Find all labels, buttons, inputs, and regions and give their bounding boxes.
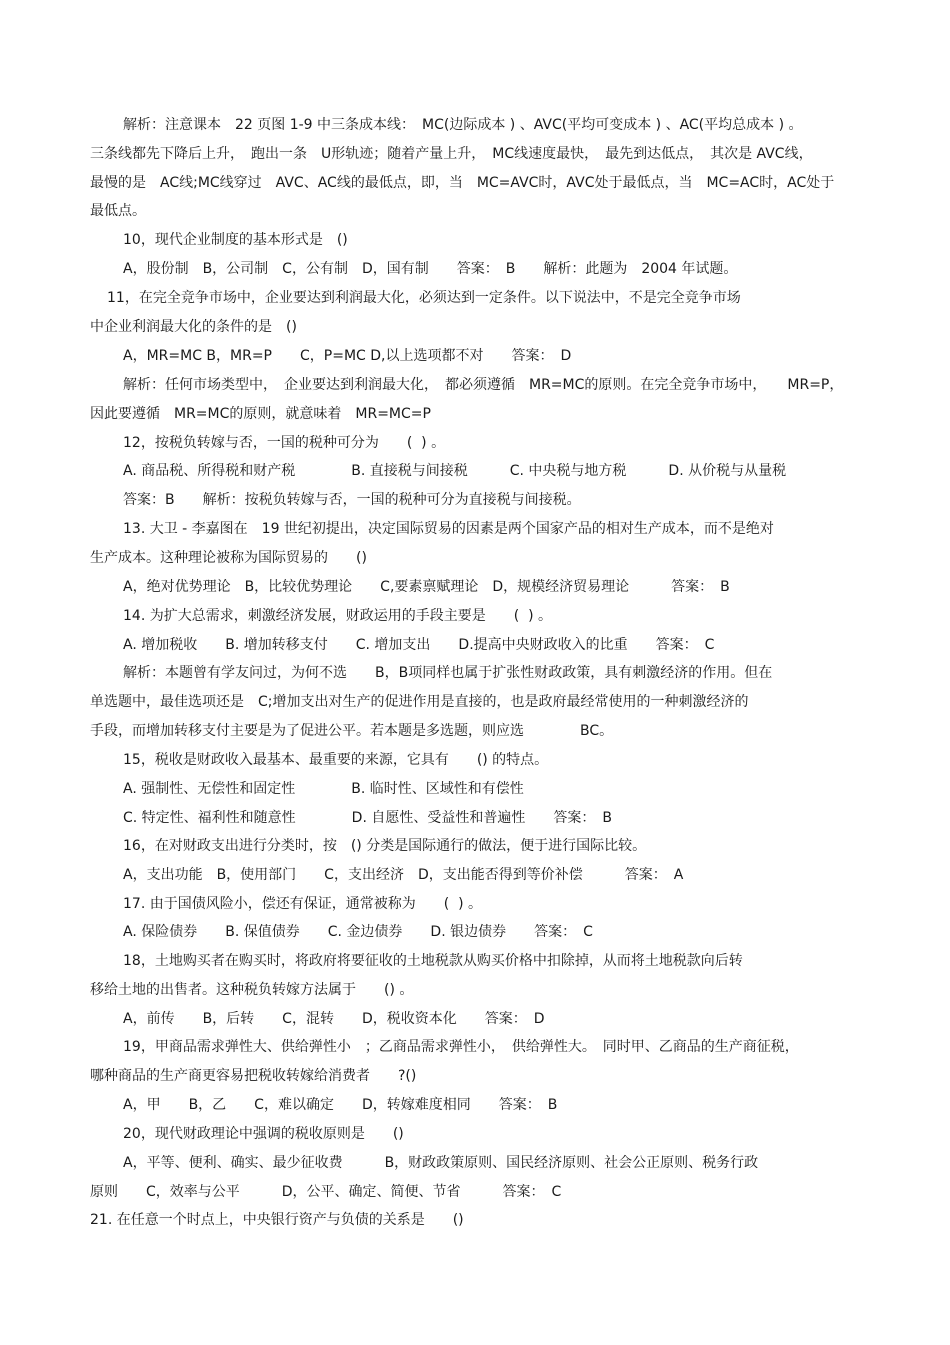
text-line: 原则 C，效率与公平 D，公平、确定、简便、节省 答案： C [90, 1184, 562, 1200]
text-line: A. 强制性、无偿性和固定性 B. 临时性、区域性和有偿性 [123, 781, 524, 797]
text-line: A，前传 B，后转 C，混转 D，税收资本化 答案： D [123, 1011, 545, 1027]
text-line: 因此要遵循 MR=MC的原则，就意味着 MR=MC=P [90, 406, 431, 422]
text-line: 哪种商品的生产商更容易把税收转嫁给消费者 ?() [90, 1068, 417, 1084]
question-10: 10，现代企业制度的基本形式是 () [123, 232, 348, 248]
text-line: 移给土地的出售者。这种税负转嫁方法属于 () 。 [90, 982, 414, 998]
text-line: 解析：注意课本 22 页图 1-9 中三条成本线： MC(边际成本 ) 、AVC(平均可变成本 ) 、AC(平均总成本 ) 。 [123, 117, 803, 133]
text-line: 答案：B 解析：按税负转嫁与否，一国的税种可分为直接税与间接税。 [123, 492, 581, 508]
text-line: 三条线都先下降后上升， 跑出一条 U形轨迹；随着产量上升， MC线速度最快， 最先到达低点， 其次是 AVC线， [90, 146, 813, 162]
text-line: C. 特定性、福利性和随意性 D. 自愿性、受益性和普遍性 答案： B [123, 810, 612, 826]
text-line: 生产成本。这种理论被称为国际贸易的 () [90, 550, 367, 566]
text-line: 中企业利润最大化的条件的是 () [90, 319, 297, 335]
question-18: 18，土地购买者在购买时，将政府将要征收的土地税款从购买价格中扣除掉，从而将土地税款向后转 [123, 953, 743, 969]
text-line: 解析：任何市场类型中， 企业要达到利润最大化， 都必须遵循 MR=MC的原则。在完全竞争市场中， MR=P， [123, 377, 844, 393]
question-12: 12，按税负转嫁与否，一国的税种可分为 ( ) 。 [123, 435, 446, 451]
text-line: A，甲 B，乙 C，难以确定 D，转嫁难度相同 答案： B [123, 1097, 558, 1113]
text-line: A，股份制 B，公司制 C，公有制 D，国有制 答案： B 解析：此题为 2004 年试题。 [123, 261, 738, 277]
question-16: 16，在对财政支出进行分类时，按 () 分类是国际通行的做法，便于进行国际比较。 [123, 838, 647, 854]
question-14: 14. 为扩大总需求，刺激经济发展，财政运用的手段主要是 ( ) 。 [123, 608, 552, 624]
text-line: A，MR=MC B，MR=P C，P=MC D,以上选项都不对 答案： D [123, 348, 572, 364]
question-13: 13. 大卫 - 李嘉图在 19 世纪初提出，决定国际贸易的因素是两个国家产品的相对生产成本，而不是绝对 [123, 521, 774, 537]
text-line: A. 商品税、所得税和财产税 B. 直接税与间接税 C. 中央税与地方税 D. 从价税与从量税 [123, 463, 787, 479]
text-line: A，平等、便利、确实、最少征收费 B，财政政策原则、国民经济原则、社会公正原则、税务行政 [123, 1155, 759, 1171]
text-line: A. 增加税收 B. 增加转移支付 C. 增加支出 D.提高中央财政收入的比重 答案： C [123, 637, 715, 653]
question-15: 15，税收是财政收入最基本、最重要的来源，它具有 () 的特点。 [123, 752, 549, 768]
question-21: 21. 在任意一个时点上，中央银行资产与负债的关系是 () [90, 1212, 464, 1228]
text-line: 手段，而增加转移支付主要是为了促进公平。若本题是多选题，则应选 BC。 [90, 723, 614, 739]
text-line: A. 保险债券 B. 保值债券 C. 金边债券 D. 银边债券 答案： C [123, 924, 593, 940]
question-20: 20，现代财政理论中强调的税收原则是 () [123, 1126, 404, 1142]
text-line: 最慢的是 AC线;MC线穿过 AVC、AC线的最低点，即，当 MC=AVC时，AVC处于最低点，当 MC=AC时，AC处于 [90, 175, 835, 191]
text-line: A，支出功能 B，使用部门 C，支出经济 D，支出能否得到等价补偿 答案： A [123, 867, 684, 883]
text-line: 最低点。 [90, 203, 146, 219]
question-11: 11，在完全竞争市场中，企业要达到利润最大化，必须达到一定条件。以下说法中，不是完全竞争市场 [107, 290, 741, 306]
question-17: 17. 由于国债风险小，偿还有保证，通常被称为 ( ) 。 [123, 896, 482, 912]
text-line: A，绝对优势理论 B，比较优势理论 C,要素禀赋理论 D，规模经济贸易理论 答案： B [123, 579, 730, 595]
text-line: 解析：本题曾有学友问过，为何不选 B，B项同样也属于扩张性财政政策，具有刺激经济的作用。但在 [123, 665, 773, 681]
text-line: 单选题中，最佳选项还是 C;增加支出对生产的促进作用是直接的，也是政府最经常使用的一种刺激经济的 [90, 694, 749, 710]
question-19: 19，甲商品需求弹性大、供给弹性小 ；乙商品需求弹性小， 供给弹性大。 同时甲、乙商品的生产商征税， [123, 1039, 799, 1055]
